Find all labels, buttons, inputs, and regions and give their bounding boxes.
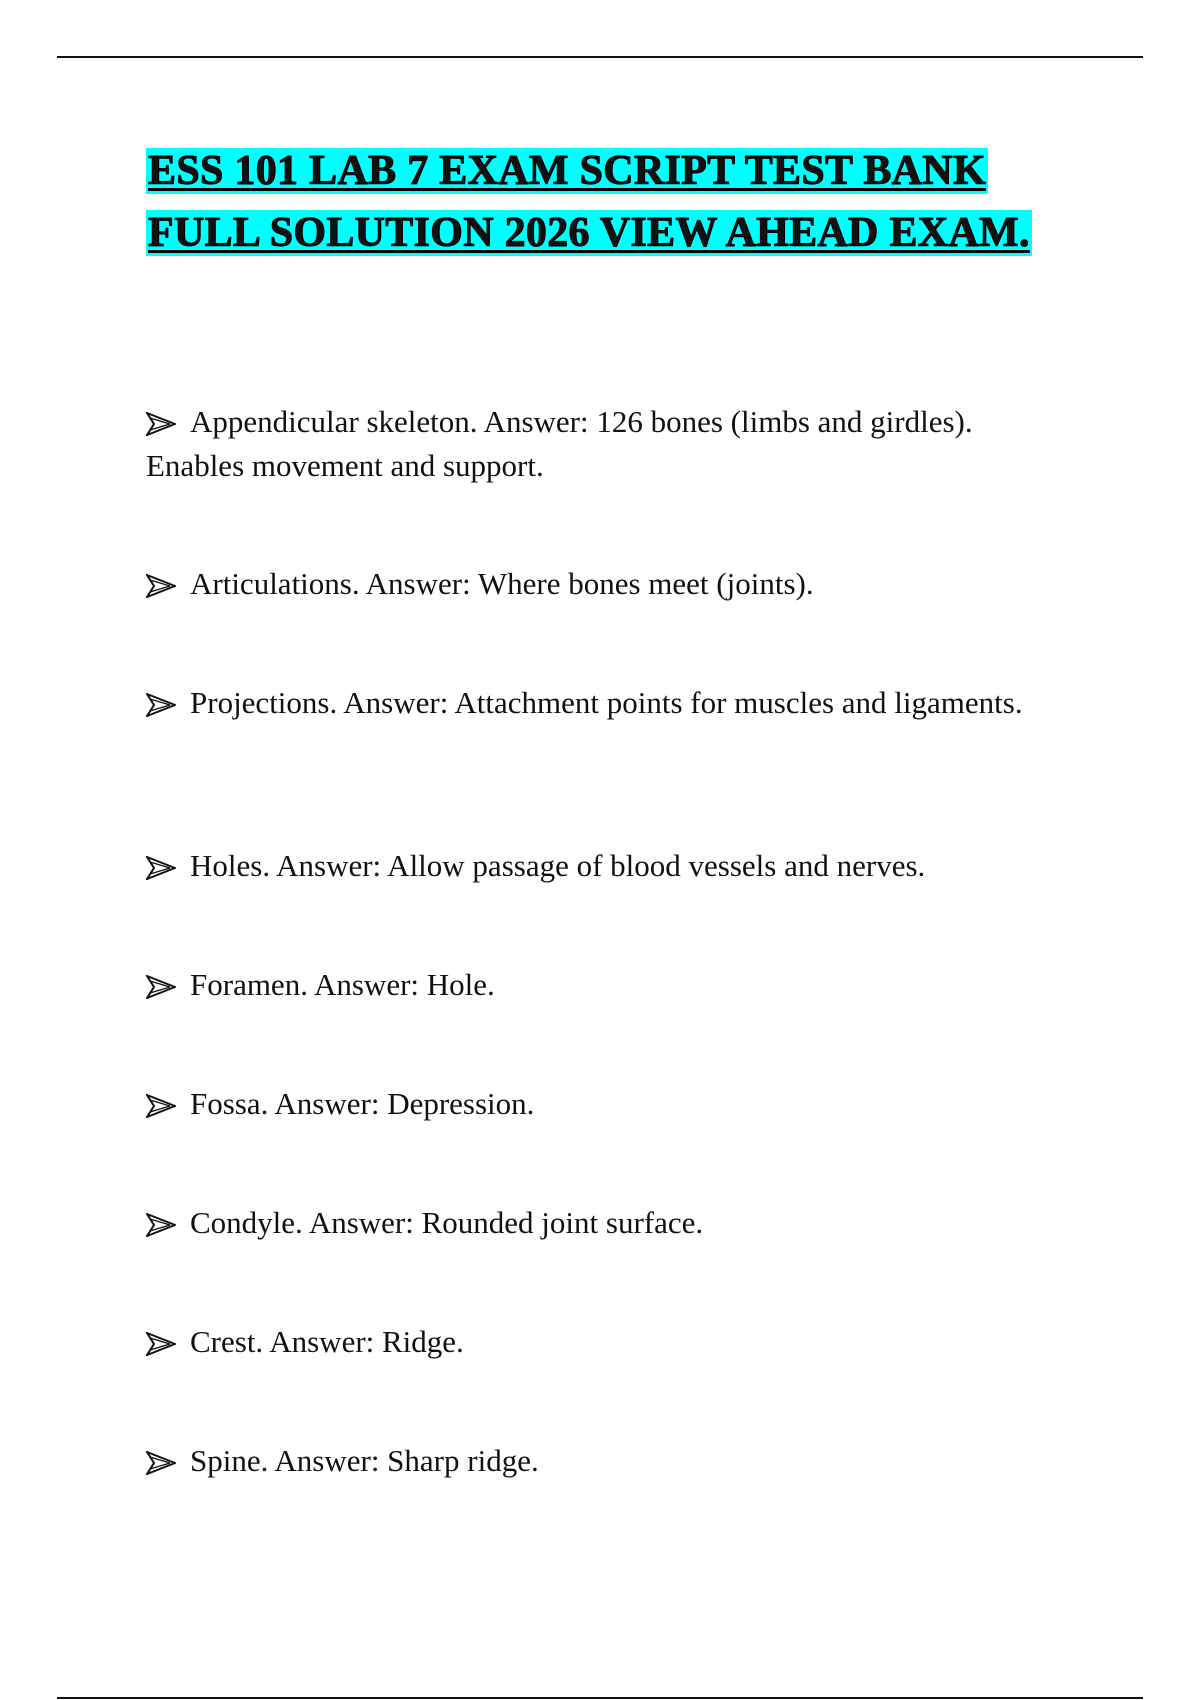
list-item xyxy=(146,1201,1066,1245)
arrowhead-bullet-icon xyxy=(146,562,190,598)
item-text: Condyle. Answer: Rounded joint surface. xyxy=(190,1205,704,1240)
list-item xyxy=(146,1439,1066,1483)
list-item xyxy=(146,1320,1066,1364)
arrowhead-bullet-icon xyxy=(146,681,190,717)
arrowhead-bullet-icon xyxy=(146,1201,190,1237)
list-item xyxy=(146,681,1066,725)
item-text: Appendicular skeleton. Answer: 126 bones (limbs and girdles). Enables movement and support. xyxy=(146,404,973,483)
list-item xyxy=(146,1082,1066,1126)
list-item xyxy=(146,963,1066,1007)
page-title xyxy=(146,140,1106,264)
arrowhead-bullet-icon xyxy=(146,1439,190,1475)
arrowhead-bullet-icon xyxy=(146,1320,190,1356)
list-item xyxy=(146,400,1066,488)
arrowhead-bullet-icon xyxy=(146,1082,190,1118)
item-text: Articulations. Answer: Where bones meet (joints). xyxy=(190,566,814,601)
arrowhead-bullet-icon xyxy=(146,400,190,436)
item-text: Crest. Answer: Ridge. xyxy=(190,1324,464,1359)
footer-rule xyxy=(57,1697,1143,1699)
item-text: Foramen. Answer: Hole. xyxy=(190,967,495,1002)
title-highlight: ESS 101 LAB 7 EXAM SCRIPT TEST BANK FULL SOLUTION 2026 VIEW AHEAD EXAM. xyxy=(148,148,1030,256)
list-item xyxy=(146,844,1066,888)
header-rule xyxy=(57,56,1143,58)
arrowhead-bullet-icon xyxy=(146,963,190,999)
item-text: Spine. Answer: Sharp ridge. xyxy=(190,1443,539,1478)
item-text: Holes. Answer: Allow passage of blood vessels and nerves. xyxy=(190,848,926,883)
arrowhead-bullet-icon xyxy=(146,844,190,880)
list-item xyxy=(146,562,1066,606)
item-text: Fossa. Answer: Depression. xyxy=(190,1086,535,1121)
item-text: Projections. Answer: Attachment points for muscles and ligaments. xyxy=(190,685,1023,720)
